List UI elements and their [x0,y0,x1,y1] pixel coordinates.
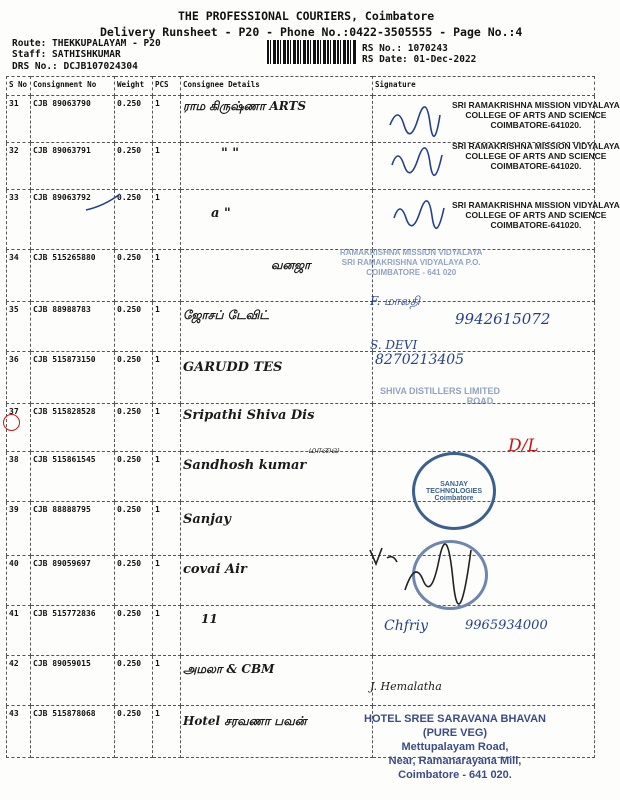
stamp-line: RAMAKRISHNA MISSION VIDYALAYA [340,248,483,257]
table-header-row [7,77,595,96]
sno-cell: 41 [7,606,31,656]
stamp-line: ROAD [466,396,494,406]
pcs-cell: 1 [153,96,181,143]
stamp-line: COLLEGE OF ARTS AND SCIENCE [465,110,607,120]
weight-cell: 0.250 [115,656,153,706]
consignee-cell: Sanjay [181,502,373,556]
pcs-cell: 1 [153,706,181,758]
stamp-line: HOTEL SREE SARAVANA BHAVAN [364,713,546,725]
stamp-line: SRI RAMAKRISHNA MISSION VIDYALAYA [452,141,620,151]
hotel-stamp [340,712,570,782]
receiver-phone: 9965934000 [465,618,548,633]
consignee-cell: GARUDD TES [181,352,373,404]
weight-cell: 0.250 [115,250,153,302]
sno-cell: 38 [7,452,31,502]
receiver-name: F. மாலதி [370,294,420,308]
college-stamp [452,200,620,230]
col-header-pcs: PCS [153,77,181,96]
weight-cell: 0.250 [115,606,153,656]
weight-cell: 0.250 [115,143,153,190]
sno-cell: 42 [7,656,31,706]
table-row [7,250,595,302]
consignee-cell: a " [181,190,373,250]
sno-cell: 43 [7,706,31,758]
pcs-cell: 1 [153,502,181,556]
weight-cell: 0.250 [115,352,153,404]
consignee-cell: ஜோசப் டேவிட் [181,302,373,352]
stamp-line: COIMBATORE-641020. [490,220,582,230]
consignee-cell: Sripathi Shiva Dis [181,404,373,452]
weight-cell: 0.250 [115,96,153,143]
signature-text: Chfriy [384,618,428,634]
col-header-sno: S No [7,77,31,96]
col-header-consignment: Consignment No [31,77,115,96]
sno-cell: 36 [7,352,31,404]
weight-cell: 0.250 [115,556,153,606]
dl-mark: D/L [508,436,539,456]
consignee-cell: covai Air [181,556,373,606]
stamp-line: COIMBATORE-641020. [490,161,582,171]
consignee-cell: ராம கிருஷ்ணா ARTS [181,96,373,143]
consignment-cell: CJB 89063792 [31,190,115,250]
col-header-consignee: Consignee Details [181,77,373,96]
pcs-cell: 1 [153,404,181,452]
rs-number: RS No.: 1070243 [362,43,448,54]
stamp-line: SHIVA DISTILLERS LIMITED [380,386,501,396]
stamp-line: Coimbatore - 641 020. [398,769,512,781]
consignment-cell: CJB 515828528 [31,404,115,452]
staff-label: Staff: SATHISHKUMAR [12,49,121,60]
weight-cell: 0.250 [115,404,153,452]
pcs-cell: 1 [153,452,181,502]
pcs-cell: 1 [153,302,181,352]
stamp-line: COLLEGE OF ARTS AND SCIENCE [465,151,607,161]
consignee-cell: வனஜா [181,250,373,302]
col-header-weight: Weight [115,77,153,96]
pen-stroke [84,190,124,214]
consignee-cell: அமலா & CBM [181,656,373,706]
round-stamp: SANJAY TECHNOLOGIES Coimbatore [412,452,496,530]
signature-marks [365,530,495,600]
receiver-name: S. DEVI [370,338,418,352]
sno-cell: 39 [7,502,31,556]
weight-cell: 0.250 [115,302,153,352]
consignment-cell: CJB 89063790 [31,96,115,143]
consignee-cell: 11 [181,606,373,656]
rs-date: RS Date: 01-Dec-2022 [362,54,477,65]
signature-cell [373,404,595,452]
pcs-cell: 1 [153,250,181,302]
stamp-line: SRI RAMAKRISHNA MISSION VIDYALAYA [452,200,620,210]
table-row [7,352,595,404]
consignment-cell: CJB 88988783 [31,302,115,352]
signature-text: J. Hemalatha [370,680,442,693]
pcs-cell: 1 [153,143,181,190]
table-row [7,556,595,606]
route-label: Route: THEKKUPALAYAM - P20 [12,38,161,49]
sno-cell: 34 [7,250,31,302]
consignment-cell: CJB 515772836 [31,606,115,656]
sno-cell: 31 [7,96,31,143]
consignment-cell: CJB 89059697 [31,556,115,606]
consignment-cell: CJB 515861545 [31,452,115,502]
table-row [7,502,595,556]
consignment-cell: CJB 515873150 [31,352,115,404]
receiver-phone: 8270213405 [375,352,465,368]
distillers-stamp [380,386,500,406]
sno-cell: 35 [7,302,31,352]
weight-cell: 0.250 [115,190,153,250]
consignment-cell: CJB 515265880 [31,250,115,302]
stamp-line: SRI RAMAKRISHNA MISSION VIDYALAYA [452,100,620,110]
pcs-cell: 1 [153,606,181,656]
stamp-line: SRI RAMAKRISHNA VIDYALAYA P.O. [341,258,481,267]
col-header-signature: Signature [373,77,595,96]
weight-cell: 0.250 [115,706,153,758]
sno-cell: 37 [7,404,31,452]
consignee-cell: " " [181,143,373,190]
runsheet-title: Delivery Runsheet - P20 - Phone No.:0422-3505555 - Page No.:4 [100,25,523,39]
stamp-line: COIMBATORE-641020. [490,120,582,130]
highlight-circle [3,414,20,431]
signature-marks [380,100,460,250]
table-row [7,404,595,452]
college-stamp [452,141,620,171]
company-title: THE PROFESSIONAL COURIERS, Coimbatore [178,9,435,23]
stamp-line: (PURE VEG) [422,727,488,739]
stamp-line: COIMBATORE - 641 020 [366,268,457,277]
stamp-line: Near, Ramanarayana Mill, [388,755,522,767]
pcs-cell: 1 [153,556,181,606]
pcs-cell: 1 [153,352,181,404]
consignment-cell: CJB 88888795 [31,502,115,556]
sno-cell: 40 [7,556,31,606]
faint-stamp [340,248,482,278]
weight-cell: 0.250 [115,452,153,502]
consignee-cell: Sandhosh kumar [181,452,373,502]
drs-number: DRS No.: DCJB107024304 [12,61,138,72]
stamp-line: Mettupalayam Road, [401,741,509,753]
pcs-cell: 1 [153,656,181,706]
stamp-line: COLLEGE OF ARTS AND SCIENCE [465,210,607,220]
barcode [267,40,357,64]
consignment-cell: CJB 515878068 [31,706,115,758]
table-row [7,656,595,706]
runsheet-table [6,76,595,758]
sno-cell: 33 [7,190,31,250]
pcs-cell: 1 [153,190,181,250]
college-stamp [452,100,620,130]
sno-cell: 32 [7,143,31,190]
consignment-cell: CJB 89063791 [31,143,115,190]
weight-cell: 0.250 [115,502,153,556]
table-row [7,452,595,502]
extra-note: மாலை [308,445,340,456]
receiver-phone: 9942615072 [455,310,551,328]
consignment-cell: CJB 89059015 [31,656,115,706]
consignee-cell: Hotel சரவணா பவன் [181,706,373,758]
